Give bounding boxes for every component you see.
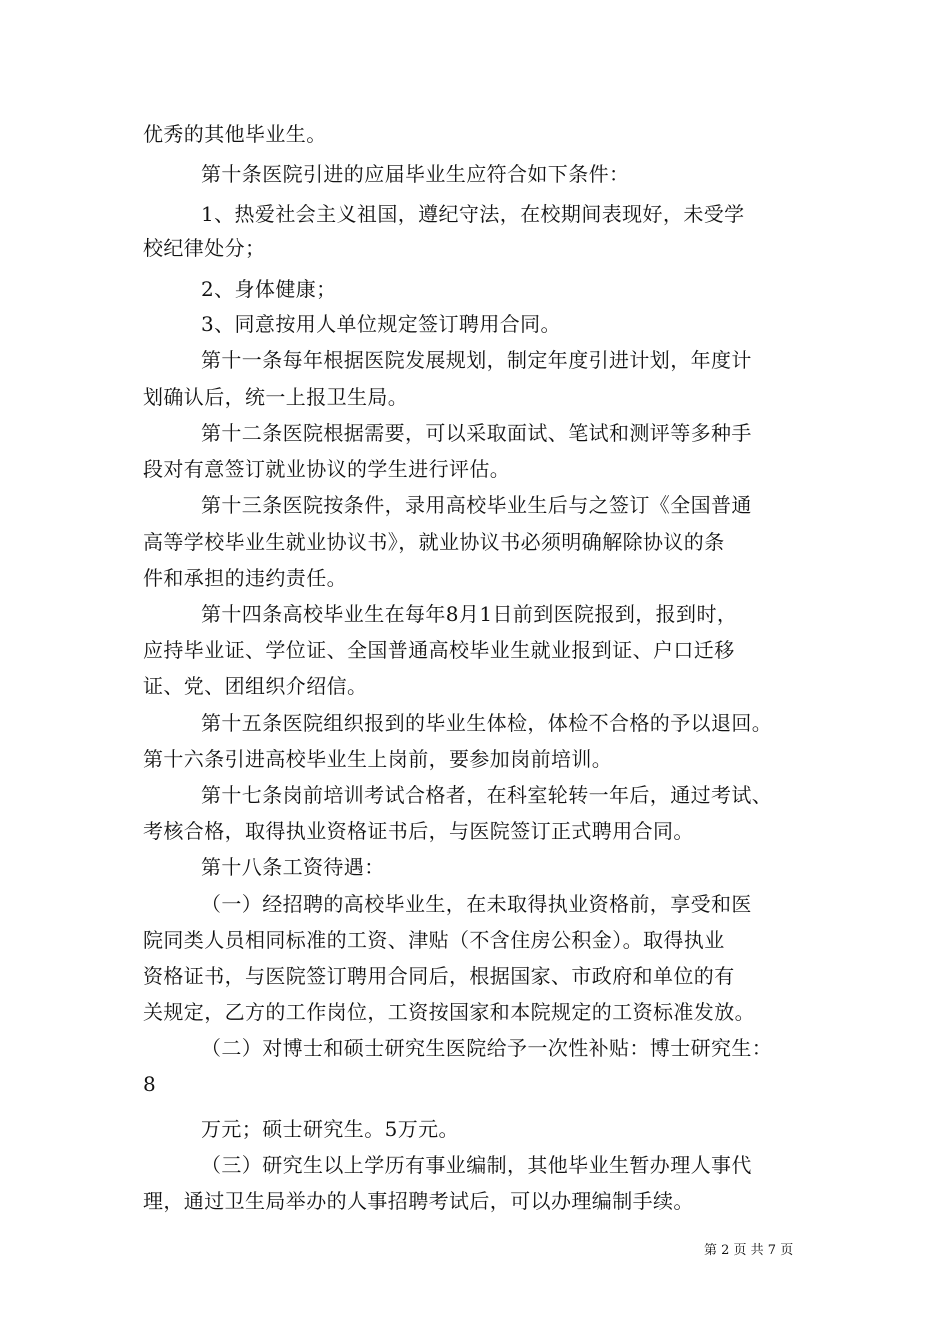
text-line: 万元；硕士研究生。5万元。 (201, 1117, 459, 1141)
text-line: （二）对博士和硕士研究生医院给予一次性补贴：博士研究生： (201, 1036, 773, 1060)
text-line: 2、身体健康； (201, 277, 337, 301)
text-line: 关规定，乙方的工作岗位，工资按国家和本院规定的工资标准发放。 (143, 1000, 755, 1024)
text-line: 第十八条工资待遇： (201, 855, 385, 879)
text-line: 应持毕业证、学位证、全国普通高校毕业生就业报到证、户口迁移 (143, 638, 735, 662)
text-line: 3、同意按用人单位规定签订聘用合同。 (201, 312, 561, 336)
text-line: 划确认后，统一上报卫生局。 (143, 385, 409, 409)
text-line: 段对有意签订就业协议的学生进行评估。 (143, 457, 511, 481)
text-line: 第十四条高校毕业生在每年8月1日前到医院报到，报到时， (201, 602, 738, 626)
text-line: 第十条医院引进的应届毕业生应符合如下条件： (201, 162, 630, 186)
text-line: 证、党、团组织介绍信。 (143, 674, 368, 698)
text-line: 第十七条岗前培训考试合格者，在科室轮转一年后，通过考试、 (201, 783, 773, 807)
text-line: 校纪律处分； (143, 236, 266, 260)
text-line: 优秀的其他毕业生。 (143, 122, 327, 146)
text-line: （一）经招聘的高校毕业生，在未取得执业资格前，享受和医 (201, 892, 752, 916)
text-line: 1、热爱社会主义祖国，遵纪守法，在校期间表现好，未受学 (201, 202, 745, 226)
text-line: 高等学校毕业生就业协议书》，就业协议书必须明确解除协议的条 (143, 530, 725, 554)
text-line: 件和承担的违约责任。 (143, 566, 347, 590)
text-line: 考核合格，取得执业资格证书后，与医院签订正式聘用合同。 (143, 819, 694, 843)
text-line: 理，通过卫生局举办的人事招聘考试后，可以办理编制手续。 (143, 1189, 694, 1213)
text-line: 8 (143, 1072, 157, 1096)
page-number-footer: 第 2 页 共 7 页 (704, 1243, 794, 1258)
text-line: （三）研究生以上学历有事业编制，其他毕业生暂办理人事代 (201, 1153, 752, 1177)
text-line: 第十五条医院组织报到的毕业生体检，体检不合格的予以退回。 (201, 711, 773, 735)
text-line: 资格证书，与医院签订聘用合同后，根据国家、市政府和单位的有 (143, 964, 735, 988)
text-line: 第十二条医院根据需要，可以采取面试、笔试和测评等多种手 (201, 421, 752, 445)
text-line: 第十六条引进高校毕业生上岗前，要参加岗前培训。 (143, 747, 613, 771)
text-line: 第十一条每年根据医院发展规划，制定年度引进计划，年度计 (201, 348, 752, 372)
text-line: 院同类人员相同标准的工资、津贴（不含住房公积金）。取得执业 (143, 928, 725, 952)
text-line: 第十三条医院按条件，录用高校毕业生后与之签订《全国普通 (201, 493, 752, 517)
